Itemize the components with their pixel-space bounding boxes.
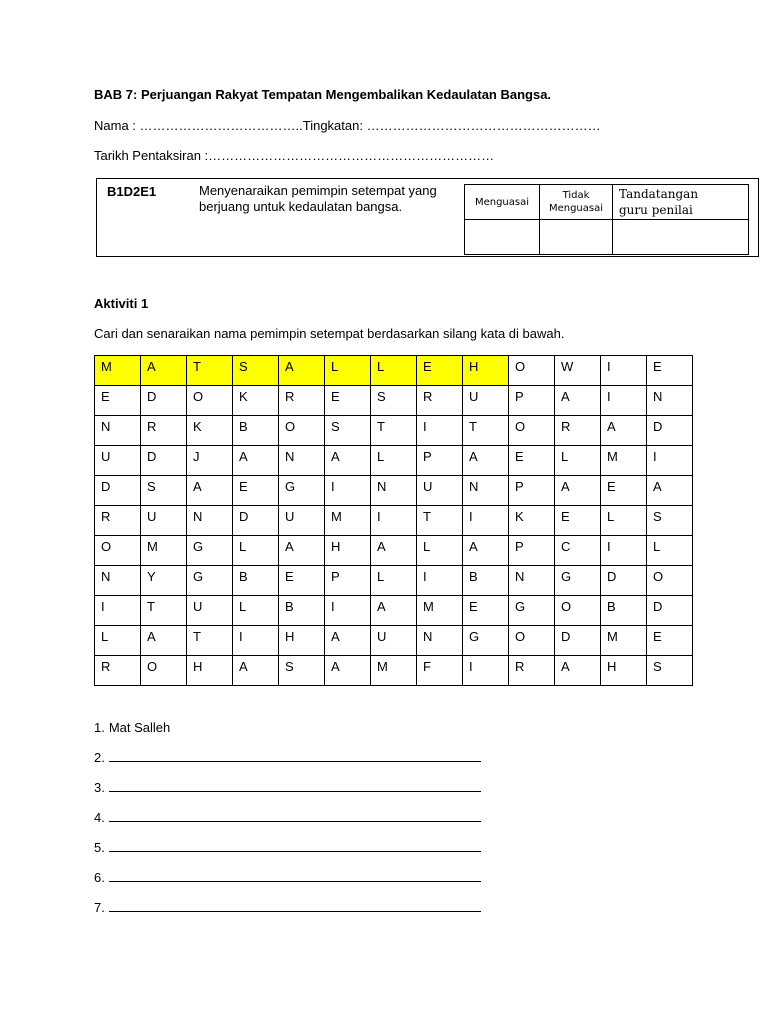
grid-cell[interactable]: S [141, 476, 187, 506]
grid-cell[interactable]: R [279, 386, 325, 416]
grid-cell[interactable]: R [509, 656, 555, 686]
grid-cell[interactable]: L [601, 506, 647, 536]
grid-cell[interactable]: L [371, 356, 417, 386]
answer-blank-line[interactable] [109, 810, 481, 822]
answer-item [94, 900, 481, 915]
grid-cell[interactable]: M [95, 356, 141, 386]
grid-cell[interactable]: L [371, 446, 417, 476]
grid-cell[interactable]: E [555, 506, 601, 536]
grid-cell[interactable]: D [555, 626, 601, 656]
grid-cell[interactable]: T [187, 626, 233, 656]
grid-cell[interactable]: B [279, 596, 325, 626]
grid-cell[interactable]: E [509, 446, 555, 476]
assessment-cell-tidak-menguasai[interactable] [540, 220, 613, 255]
grid-row [95, 476, 693, 506]
grid-cell[interactable]: H [325, 536, 371, 566]
grid-cell[interactable]: A [371, 536, 417, 566]
grid-cell[interactable]: N [509, 566, 555, 596]
grid-cell[interactable]: N [647, 386, 693, 416]
grid-row [95, 656, 693, 686]
grid-cell[interactable]: E [601, 476, 647, 506]
answer-item [94, 810, 481, 825]
grid-cell[interactable]: U [141, 506, 187, 536]
grid-cell[interactable]: A [555, 656, 601, 686]
grid-cell[interactable]: S [279, 656, 325, 686]
grid-cell[interactable]: B [463, 566, 509, 596]
answer-blank-line[interactable] [109, 780, 481, 792]
standard-description: Menyenaraikan pemimpin setempat yang berjuang untuk kedaulatan bangsa. [199, 183, 437, 214]
grid-cell[interactable]: D [233, 506, 279, 536]
grid-cell[interactable]: E [325, 386, 371, 416]
grid-cell[interactable]: T [417, 506, 463, 536]
grid-cell[interactable]: I [601, 386, 647, 416]
grid-cell[interactable]: N [417, 626, 463, 656]
grid-cell[interactable]: L [371, 566, 417, 596]
grid-cell[interactable]: R [417, 386, 463, 416]
grid-cell[interactable]: O [509, 356, 555, 386]
grid-cell[interactable]: K [233, 386, 279, 416]
grid-cell[interactable]: E [647, 356, 693, 386]
grid-cell[interactable]: S [233, 356, 279, 386]
grid-row [95, 416, 693, 446]
grid-cell[interactable]: A [141, 626, 187, 656]
answer-number: 3. [94, 780, 105, 795]
grid-cell[interactable]: D [141, 386, 187, 416]
grid-cell[interactable]: I [233, 626, 279, 656]
grid-cell[interactable]: I [601, 536, 647, 566]
grid-row [95, 596, 693, 626]
grid-cell[interactable]: U [187, 596, 233, 626]
grid-cell[interactable]: C [555, 536, 601, 566]
grid-cell[interactable]: G [555, 566, 601, 596]
nama-field-line: Nama : ………………………………..Tingkatan: ……………………………………………… [94, 118, 601, 133]
grid-row [95, 386, 693, 416]
grid-cell[interactable]: L [325, 356, 371, 386]
answer-item [94, 720, 170, 735]
grid-cell[interactable]: A [647, 476, 693, 506]
grid-cell[interactable]: P [417, 446, 463, 476]
grid-cell[interactable]: A [371, 596, 417, 626]
grid-cell[interactable]: T [463, 416, 509, 446]
grid-cell[interactable]: U [417, 476, 463, 506]
grid-cell[interactable]: D [141, 446, 187, 476]
grid-cell[interactable]: D [647, 596, 693, 626]
activity-instruction: Cari dan senaraikan nama pemimpin setempat berdasarkan silang kata di bawah. [94, 326, 565, 341]
grid-cell[interactable]: W [555, 356, 601, 386]
grid-cell[interactable]: L [647, 536, 693, 566]
grid-cell[interactable]: O [279, 416, 325, 446]
grid-cell[interactable]: U [95, 446, 141, 476]
grid-cell[interactable]: E [647, 626, 693, 656]
grid-cell[interactable]: H [601, 656, 647, 686]
grid-cell[interactable]: E [95, 386, 141, 416]
grid-cell[interactable]: A [233, 446, 279, 476]
grid-cell[interactable]: I [325, 476, 371, 506]
grid-cell[interactable]: M [601, 626, 647, 656]
grid-cell[interactable]: O [187, 386, 233, 416]
grid-cell[interactable]: M [601, 446, 647, 476]
grid-cell[interactable]: K [509, 506, 555, 536]
answer-number: 1. [94, 720, 105, 735]
grid-cell[interactable]: N [187, 506, 233, 536]
assessment-cell-menguasai[interactable] [465, 220, 540, 255]
grid-cell[interactable]: U [371, 626, 417, 656]
grid-cell[interactable]: E [233, 476, 279, 506]
grid-cell[interactable]: E [417, 356, 463, 386]
grid-cell[interactable]: R [95, 656, 141, 686]
standard-code: B1D2E1 [107, 184, 157, 199]
grid-cell[interactable]: B [233, 416, 279, 446]
grid-cell[interactable]: S [647, 506, 693, 536]
grid-cell[interactable]: M [371, 656, 417, 686]
grid-cell[interactable]: G [187, 536, 233, 566]
grid-cell[interactable]: P [325, 566, 371, 596]
grid-cell[interactable]: N [95, 416, 141, 446]
grid-cell[interactable]: H [279, 626, 325, 656]
grid-cell[interactable]: G [279, 476, 325, 506]
grid-row [95, 356, 693, 386]
grid-cell[interactable]: M [417, 596, 463, 626]
grid-cell[interactable]: A [555, 476, 601, 506]
grid-cell[interactable]: M [325, 506, 371, 536]
grid-cell[interactable]: A [279, 536, 325, 566]
grid-cell[interactable]: O [647, 566, 693, 596]
page-title: BAB 7: Perjuangan Rakyat Tempatan Mengembalikan Kedaulatan Bangsa. [94, 87, 552, 102]
grid-cell[interactable]: P [509, 536, 555, 566]
grid-cell[interactable]: Y [141, 566, 187, 596]
answer-item [94, 750, 481, 765]
grid-cell[interactable]: A [601, 416, 647, 446]
grid-cell[interactable]: D [601, 566, 647, 596]
answer-number: 6. [94, 870, 105, 885]
grid-cell[interactable]: O [509, 626, 555, 656]
answer-item [94, 840, 481, 855]
grid-cell[interactable]: N [95, 566, 141, 596]
answer-blank-line[interactable] [109, 900, 481, 912]
grid-cell[interactable]: I [463, 656, 509, 686]
answer-blank-line[interactable] [109, 840, 481, 852]
assessment-table [464, 184, 749, 255]
grid-cell[interactable]: I [325, 596, 371, 626]
assessment-header-tidak-menguasai: Tidak Menguasai [540, 185, 613, 220]
grid-cell[interactable]: I [371, 506, 417, 536]
assessment-header-tandatangan: Tandatangan guru penilai [613, 185, 749, 220]
answer-number: 4. [94, 810, 105, 825]
grid-cell[interactable]: N [463, 476, 509, 506]
grid-cell[interactable]: S [647, 656, 693, 686]
grid-cell[interactable]: E [463, 596, 509, 626]
grid-cell[interactable]: A [555, 386, 601, 416]
grid-cell[interactable]: E [279, 566, 325, 596]
grid-cell[interactable]: T [371, 416, 417, 446]
grid-row [95, 536, 693, 566]
grid-cell[interactable]: A [463, 536, 509, 566]
answer-number: 7. [94, 900, 105, 915]
answer-item [94, 780, 481, 795]
grid-cell[interactable]: A [279, 356, 325, 386]
grid-cell[interactable]: A [187, 476, 233, 506]
grid-cell[interactable]: L [417, 536, 463, 566]
grid-cell[interactable]: K [187, 416, 233, 446]
grid-cell[interactable]: O [509, 416, 555, 446]
grid-cell[interactable]: H [187, 656, 233, 686]
grid-cell[interactable]: O [95, 536, 141, 566]
answer-blank-line[interactable] [109, 750, 481, 762]
answer-text: Mat Salleh [108, 720, 171, 735]
grid-cell[interactable]: R [95, 506, 141, 536]
grid-cell[interactable]: A [141, 356, 187, 386]
grid-cell[interactable]: I [601, 356, 647, 386]
grid-cell[interactable]: I [647, 446, 693, 476]
grid-cell[interactable]: J [187, 446, 233, 476]
grid-cell[interactable]: G [187, 566, 233, 596]
grid-cell[interactable]: T [141, 596, 187, 626]
grid-cell[interactable]: L [233, 536, 279, 566]
grid-cell[interactable]: N [371, 476, 417, 506]
grid-cell[interactable]: I [463, 506, 509, 536]
grid-cell[interactable]: R [141, 416, 187, 446]
grid-cell[interactable]: A [325, 626, 371, 656]
grid-cell[interactable]: U [463, 386, 509, 416]
answer-number: 5. [94, 840, 105, 855]
grid-cell[interactable]: A [325, 446, 371, 476]
grid-cell[interactable]: P [509, 476, 555, 506]
grid-cell[interactable]: A [233, 656, 279, 686]
grid-row [95, 446, 693, 476]
grid-cell[interactable]: I [417, 566, 463, 596]
grid-cell[interactable]: G [509, 596, 555, 626]
grid-cell[interactable]: O [555, 596, 601, 626]
answer-number: 2. [94, 750, 105, 765]
assessment-header-menguasai: Menguasai [465, 185, 540, 220]
grid-row [95, 626, 693, 656]
grid-cell[interactable]: S [371, 386, 417, 416]
grid-cell[interactable]: H [463, 356, 509, 386]
grid-cell[interactable]: G [463, 626, 509, 656]
tarikh-field-line: Tarikh Pentaksiran :………………………………………………………… [94, 148, 495, 163]
grid-cell[interactable]: N [279, 446, 325, 476]
grid-cell[interactable]: T [187, 356, 233, 386]
answer-item [94, 870, 481, 885]
grid-cell[interactable]: A [325, 656, 371, 686]
grid-cell[interactable]: S [325, 416, 371, 446]
grid-cell[interactable]: O [141, 656, 187, 686]
grid-cell[interactable]: P [509, 386, 555, 416]
learning-standard-box [96, 178, 759, 257]
grid-cell[interactable]: I [95, 596, 141, 626]
grid-cell[interactable]: F [417, 656, 463, 686]
assessment-cell-tandatangan[interactable] [613, 220, 749, 255]
grid-cell[interactable]: A [463, 446, 509, 476]
grid-row [95, 566, 693, 596]
grid-cell[interactable]: B [601, 596, 647, 626]
grid-cell[interactable]: D [647, 416, 693, 446]
grid-row [95, 506, 693, 536]
answer-blank-line[interactable] [109, 870, 481, 882]
grid-cell[interactable]: L [555, 446, 601, 476]
grid-cell[interactable]: R [555, 416, 601, 446]
grid-cell[interactable]: B [233, 566, 279, 596]
grid-cell[interactable]: U [279, 506, 325, 536]
word-search-grid [94, 355, 693, 686]
grid-cell[interactable]: D [95, 476, 141, 506]
grid-cell[interactable]: M [141, 536, 187, 566]
activity-heading: Aktiviti 1 [94, 296, 149, 311]
grid-cell[interactable]: I [417, 416, 463, 446]
grid-cell[interactable]: L [233, 596, 279, 626]
grid-cell[interactable]: L [95, 626, 141, 656]
